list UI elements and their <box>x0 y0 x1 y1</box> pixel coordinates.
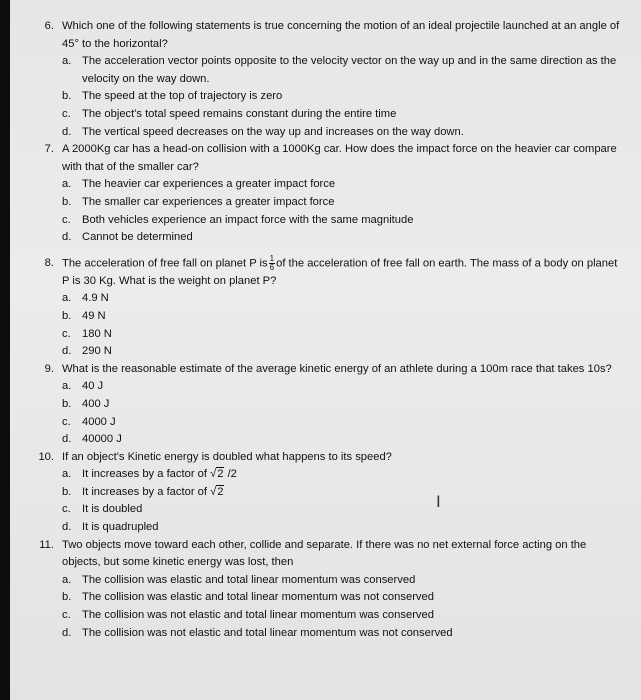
option-letter: c. <box>62 107 71 120</box>
option-letter: a. <box>62 55 72 68</box>
option-text: 4000 J <box>82 415 116 428</box>
option-letter: d. <box>62 345 72 358</box>
question-text: Which one of the following statements is true concerning the motion of an ideal projectile launched at an angle of 45° to the horizontal? <box>62 20 620 50</box>
option-text: The collision was elastic and total linear momentum was not conserved <box>82 591 434 604</box>
option-a <box>62 466 621 484</box>
option-letter: a. <box>62 468 72 481</box>
question-text: A 2000Kg car has a head-on collision with a 1000Kg car. How does the impact force on the heavier car compare with that of the smaller car? <box>62 143 617 173</box>
option-text: The heavier car experiences a greater impact force <box>82 178 336 191</box>
option-letter: a. <box>62 178 72 191</box>
question-number: 9. <box>44 362 54 375</box>
option-letter: d. <box>62 125 72 138</box>
option-d <box>62 229 621 247</box>
option-text: It increases by a factor of <box>82 485 211 498</box>
question-9 <box>44 361 621 449</box>
question-7 <box>44 141 621 247</box>
option-letter: d. <box>62 626 72 639</box>
option-a <box>62 53 621 88</box>
option-letter: c. <box>62 415 71 428</box>
option-text: Both vehicles experience an impact force with the same magnitude <box>82 213 414 226</box>
option-text: 40000 J <box>82 433 122 446</box>
option-c <box>62 607 621 625</box>
option-letter: b. <box>62 485 72 498</box>
question-11 <box>39 537 621 643</box>
sqrt-symbol: √ <box>210 468 217 481</box>
option-letter: b. <box>62 195 72 208</box>
question-6 <box>44 18 621 141</box>
option-d <box>62 431 621 449</box>
option-list <box>62 290 621 360</box>
option-letter: b. <box>62 90 72 103</box>
option-list <box>62 176 621 246</box>
option-text: The object's total speed remains constant during the entire time <box>82 107 397 120</box>
fraction-numerator: 1 <box>269 253 275 263</box>
option-letter: b. <box>62 309 72 322</box>
option-text: 49 N <box>82 309 106 322</box>
option-text: 290 N <box>82 345 112 358</box>
option-text: The speed at the top of trajectory is zero <box>82 90 283 103</box>
question-number: 10. <box>38 450 54 463</box>
fraction <box>269 255 275 272</box>
option-text-suffix: /2 <box>224 468 237 481</box>
sqrt-radicand: 2 <box>217 468 224 481</box>
option-c <box>62 106 621 124</box>
option-text: The acceleration vector points opposite to the velocity vector on the way up and in the same direction as the velocity on the way down. <box>82 55 617 85</box>
option-list <box>62 466 621 536</box>
question-text: If an object's Kinetic energy is doubled what happens to its speed? <box>62 450 392 463</box>
option-d <box>62 519 621 537</box>
option-b <box>62 484 621 502</box>
option-text: It is doubled <box>82 503 143 516</box>
option-letter: a. <box>62 573 72 586</box>
option-letter: c. <box>62 609 71 622</box>
option-c <box>62 414 621 432</box>
option-text: The smaller car experiences a greater impact force <box>82 195 335 208</box>
option-list <box>62 572 621 642</box>
fraction-denominator: 6 <box>269 262 275 272</box>
option-text: The collision was elastic and total linear momentum was conserved <box>82 573 416 586</box>
option-b <box>62 396 621 414</box>
option-text: The collision was not elastic and total linear momentum was not conserved <box>82 626 453 639</box>
option-letter: d. <box>62 433 72 446</box>
option-letter: c. <box>62 327 71 340</box>
question-text: What is the reasonable estimate of the average kinetic energy of an athlete during a 100m race that takes 10s? <box>62 362 612 375</box>
option-a <box>62 572 621 590</box>
option-letter: b. <box>62 591 72 604</box>
option-text: It is quadrupled <box>82 521 159 534</box>
option-text: The collision was not elastic and total linear momentum was conserved <box>82 609 434 622</box>
option-letter: b. <box>62 397 72 410</box>
option-b <box>62 308 621 326</box>
option-text: 4.9 N <box>82 292 109 305</box>
option-letter: d. <box>62 521 72 534</box>
question-number: 8. <box>44 256 54 269</box>
option-text: The vertical speed decreases on the way up and increases on the way down. <box>82 125 464 138</box>
option-letter: d. <box>62 231 72 244</box>
option-letter: c. <box>62 213 71 226</box>
option-b <box>62 589 621 607</box>
question-8 <box>44 253 621 361</box>
option-b <box>62 88 621 106</box>
question-text: Two objects move toward each other, collide and separate. If there was no net external force acting on the objects, but some kinetic energy was lost, then <box>62 538 587 569</box>
question-number: 7. <box>44 143 54 156</box>
document-page <box>10 0 641 700</box>
option-text: Cannot be determined <box>82 231 193 244</box>
question-text-after: of the acceleration of free fall on earth. The mass of a body on planet P is 30 Kg. What is the weight on planet P? <box>62 257 618 287</box>
option-a <box>62 378 621 396</box>
question-text-before: The acceleration of free fall on planet P is <box>62 257 268 270</box>
option-c <box>62 326 621 344</box>
option-c <box>62 501 621 519</box>
option-letter: a. <box>62 292 72 305</box>
question-number: 11. <box>39 538 54 551</box>
option-text: It increases by a factor of <box>82 468 211 481</box>
option-letter: c. <box>62 503 71 516</box>
text-cursor-icon: I <box>436 492 441 511</box>
option-d <box>62 343 621 361</box>
option-list <box>62 378 621 448</box>
option-c <box>62 212 621 230</box>
option-a <box>62 176 621 194</box>
option-d <box>62 625 621 643</box>
question-10 <box>38 449 621 537</box>
option-letter: a. <box>62 380 72 393</box>
question-number: 6. <box>44 20 54 32</box>
question-text <box>62 255 621 291</box>
option-b <box>62 194 621 212</box>
option-a <box>62 290 621 308</box>
option-text: 400 J <box>82 397 110 410</box>
sqrt-symbol: √ <box>210 485 217 498</box>
option-list <box>62 53 621 141</box>
option-d <box>62 124 621 142</box>
option-text: 40 J <box>82 380 104 393</box>
sqrt-radicand: 2 <box>217 485 224 498</box>
option-text: 180 N <box>82 327 112 340</box>
